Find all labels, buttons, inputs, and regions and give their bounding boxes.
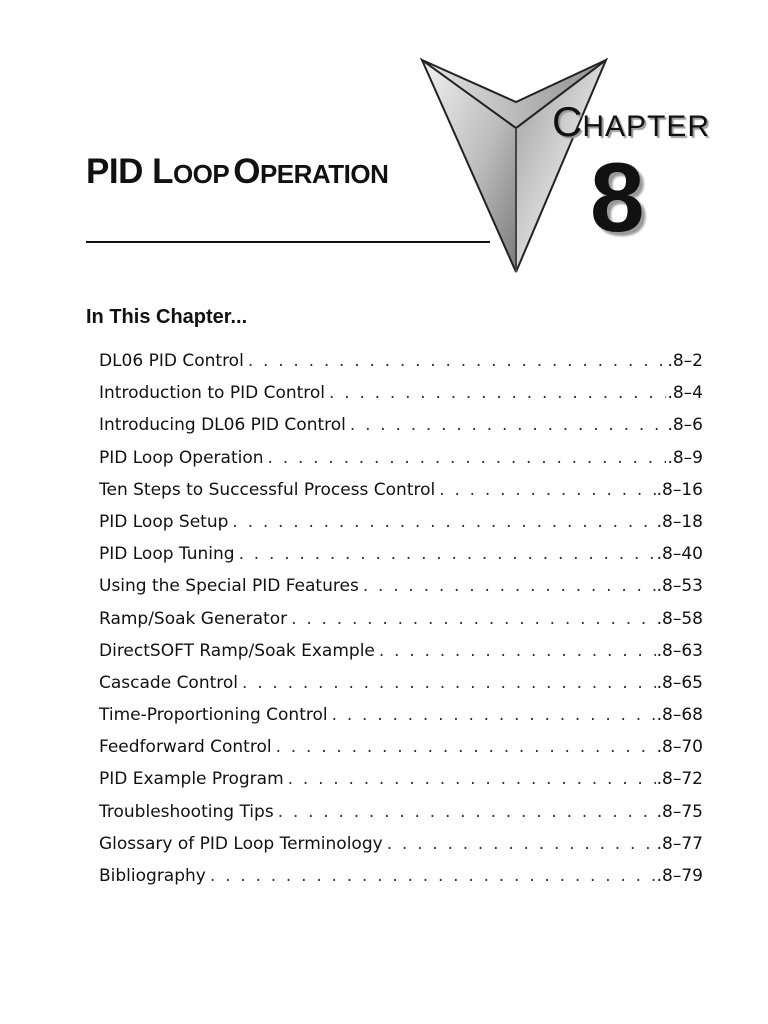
toc-item-leader	[363, 576, 656, 596]
toc-item-leader	[239, 544, 656, 564]
toc-item-label: PID Example Program	[99, 769, 284, 790]
title-word-2-initial: O	[233, 152, 260, 191]
toc-item[interactable]	[99, 415, 703, 447]
toc-item-label: Glossary of PID Loop Terminology	[99, 833, 383, 854]
toc-item-label: Ten Steps to Successful Process Control	[99, 479, 436, 500]
toc-item-label: Feedforward Control	[99, 737, 272, 758]
toc-item[interactable]	[99, 609, 703, 641]
toc-item-leader	[332, 705, 656, 725]
toc-item[interactable]	[99, 480, 703, 512]
toc-item[interactable]	[99, 737, 703, 769]
toc-item-leader	[329, 383, 666, 403]
toc-item-label: PID Loop Tuning	[99, 544, 235, 565]
chapter-label-rest: HAPTER	[582, 110, 711, 143]
toc-item-page: .8–70	[656, 737, 703, 758]
toc-item-page: .8–79	[656, 866, 703, 886]
toc-item-leader	[350, 415, 667, 435]
toc-item-page: .8–53	[656, 576, 703, 597]
toc-item-page: .8–9	[667, 447, 703, 468]
toc-item[interactable]	[99, 383, 703, 415]
toc-item-page: .8–40	[656, 544, 703, 565]
toc-item[interactable]	[99, 705, 703, 737]
chapter-number: 8	[590, 142, 645, 252]
toc-item-label: Cascade Control	[99, 672, 239, 693]
toc-item-leader	[278, 802, 656, 822]
table-of-contents	[99, 351, 703, 898]
toc-item-page: .8–16	[656, 479, 703, 500]
toc-item-page: .8–4	[667, 383, 703, 404]
toc-heading: In This Chapter...	[86, 306, 248, 328]
toc-item-label: DirectSOFT Ramp/Soak Example	[99, 640, 375, 661]
toc-item[interactable]	[99, 576, 703, 608]
toc-item-page: .8–75	[656, 801, 703, 822]
toc-item-page: .8–63	[656, 640, 703, 661]
toc-item-leader	[288, 769, 656, 789]
toc-item[interactable]	[99, 834, 703, 866]
toc-item-label: Bibliography	[99, 866, 206, 886]
toc-item-label: DL06 PID Control	[99, 351, 244, 371]
toc-item[interactable]	[99, 448, 703, 480]
toc-item-page: .8–77	[656, 833, 703, 854]
toc-item-page: .8–68	[656, 705, 703, 726]
toc-item-label: PID Loop Operation	[99, 447, 264, 468]
toc-item[interactable]	[99, 641, 703, 673]
title-word-2-rest: PERATION	[259, 159, 389, 189]
toc-item-leader	[291, 609, 656, 629]
toc-item-leader	[210, 866, 656, 886]
toc-item-label: Introducing DL06 PID Control	[99, 415, 346, 436]
title-word-1-initial: PID L	[86, 152, 173, 191]
toc-item-leader	[248, 351, 667, 371]
chapter-title	[86, 152, 388, 192]
toc-item-page: .8–72	[656, 769, 703, 790]
toc-item-leader	[242, 673, 656, 693]
toc-item-page: .8–6	[667, 415, 703, 436]
toc-item-label: Introduction to PID Control	[99, 383, 326, 404]
toc-item-page: .8–58	[656, 608, 703, 629]
toc-item-leader	[439, 480, 655, 500]
toc-item-leader	[268, 448, 667, 468]
toc-item[interactable]	[99, 512, 703, 544]
toc-item-page: .8–65	[656, 672, 703, 693]
toc-item[interactable]	[99, 769, 703, 801]
toc-item[interactable]	[99, 673, 703, 705]
toc-item-label: Ramp/Soak Generator	[99, 608, 288, 629]
toc-item[interactable]	[99, 802, 703, 834]
toc-item-leader	[387, 834, 656, 854]
title-word-1-rest: OOP	[172, 159, 230, 189]
chapter-label-initial: C	[552, 98, 583, 145]
toc-item-leader	[276, 737, 656, 757]
toc-item-page: .8–18	[656, 511, 703, 532]
toc-item-page: .8–2	[667, 351, 703, 371]
toc-item-label: Time-Proportioning Control	[99, 705, 328, 726]
toc-item-leader	[232, 512, 655, 532]
toc-item-leader	[379, 641, 656, 661]
toc-item-label: Troubleshooting Tips	[99, 801, 274, 822]
toc-item[interactable]	[99, 544, 703, 576]
toc-item-label: Using the Special PID Features	[99, 576, 359, 597]
toc-item[interactable]	[99, 866, 703, 898]
toc-item-label: PID Loop Setup	[99, 511, 229, 532]
chapter-label	[552, 98, 710, 146]
chapter-chevron-icon	[418, 58, 612, 278]
toc-item[interactable]	[99, 351, 703, 383]
